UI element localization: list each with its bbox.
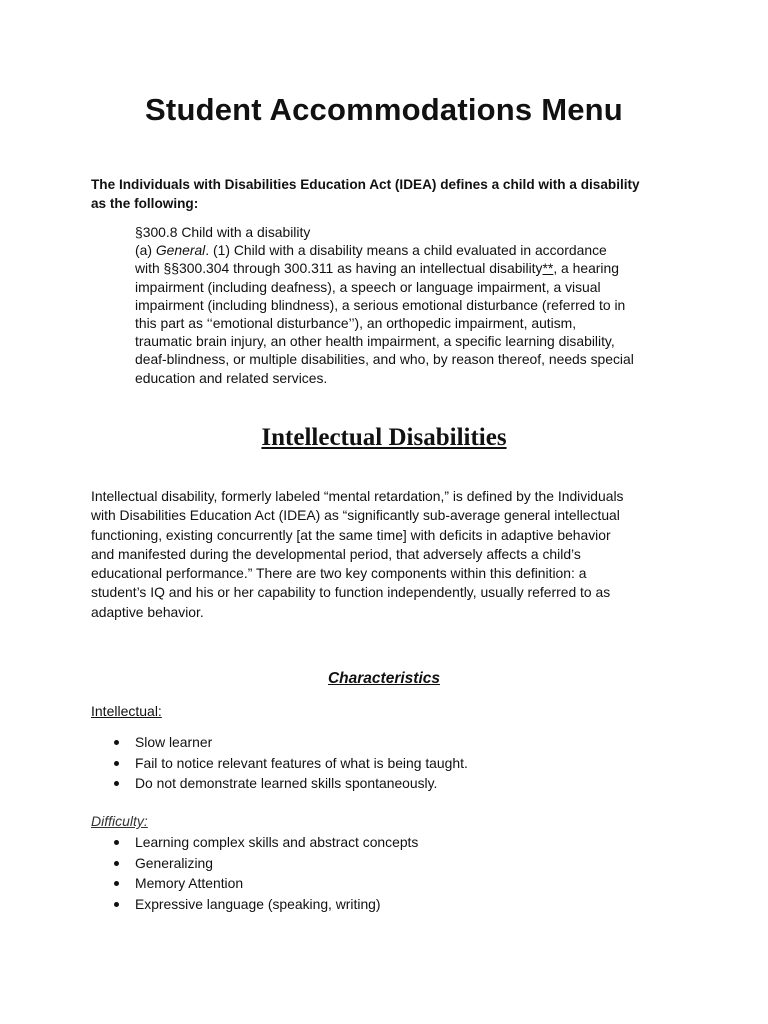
paragraph-line: and manifested during the developmental period, that adversely affects a child’s bbox=[91, 545, 581, 562]
definition-line: deaf-blindness, or multiple disabilities, and who, by reason thereof, needs special bbox=[135, 351, 634, 368]
list-item-text: Slow learner bbox=[135, 734, 213, 750]
definition-line: impairment (including blindness), a serious emotional disturbance (referred to in bbox=[135, 296, 626, 313]
list-item bbox=[112, 753, 468, 774]
paragraph-line: Intellectual disability, formerly labeled “mental retardation,” is defined by the Individuals bbox=[91, 488, 624, 504]
list-item-text: Expressive language (speaking, writing) bbox=[135, 895, 381, 912]
general-term: General bbox=[155, 242, 206, 259]
bullet-icon bbox=[114, 902, 119, 907]
document-title: Student Accommodations Menu bbox=[145, 92, 623, 127]
list-item-text: Generalizing bbox=[135, 854, 213, 871]
bullet-icon bbox=[114, 840, 119, 845]
list-item-text: Learning complex skills and abstract concepts bbox=[135, 834, 419, 850]
paragraph-line: adaptive behavior. bbox=[91, 603, 204, 620]
footnote-marker[interactable]: ** bbox=[542, 260, 554, 277]
characteristics-heading: Characteristics bbox=[327, 670, 440, 687]
definition-line bbox=[135, 259, 683, 277]
definition-line: impairment (including deafness), a speech or language impairment, a visual bbox=[135, 278, 601, 295]
bullet-icon bbox=[114, 761, 119, 766]
list-item-text: Do not demonstrate learned skills spontaneously. bbox=[135, 775, 438, 792]
bullet-icon bbox=[114, 781, 119, 786]
difficulty-list bbox=[112, 832, 418, 914]
list-item-text: Memory Attention bbox=[135, 875, 244, 892]
list-item bbox=[112, 894, 418, 915]
definition-text: . (1) Child with a disability means a child evaluated in accordance bbox=[205, 242, 607, 259]
definition-line: this part as ‘‘emotional disturbance’’), an orthopedic impairment, autism, bbox=[135, 315, 577, 332]
bullet-icon bbox=[114, 861, 119, 866]
section-heading: Intellectual Disabilities bbox=[261, 424, 507, 451]
paragraph-line: educational performance.” There are two key components within this definition: a bbox=[91, 565, 587, 582]
paragraph-line: student’s IQ and his or her capability to function independently, usually referred to as bbox=[91, 584, 611, 601]
bullet-icon bbox=[114, 740, 119, 745]
intellectual-list bbox=[112, 732, 468, 794]
definition-text: , a hearing bbox=[553, 260, 619, 277]
difficulty-label: Difficulty: bbox=[91, 813, 148, 829]
definition-line: §300.8 Child with a disability bbox=[135, 224, 311, 240]
intellectual-label: Intellectual: bbox=[91, 703, 162, 719]
paragraph-line: functioning, existing concurrently [at the same time] with deficits in adaptive behavior bbox=[91, 526, 611, 543]
definition-text: with §§300.304 through 300.311 as having an intellectual disability bbox=[135, 260, 543, 277]
list-item bbox=[112, 873, 418, 894]
list-item bbox=[112, 853, 418, 874]
list-item bbox=[112, 832, 418, 853]
definition-prefix: (a) bbox=[135, 242, 156, 259]
definition-line: education and related services. bbox=[135, 369, 328, 386]
intellectual-disability-paragraph bbox=[91, 487, 691, 622]
definition-line bbox=[135, 241, 683, 259]
bullet-icon bbox=[114, 881, 119, 886]
list-item bbox=[112, 732, 468, 753]
definition-block bbox=[135, 223, 683, 387]
definition-line: traumatic brain injury, an other health impairment, a specific learning disability, bbox=[135, 333, 615, 350]
paragraph-line: with Disabilities Education Act (IDEA) as “significantly sub-average general intellectual bbox=[91, 507, 620, 524]
list-item bbox=[112, 773, 468, 794]
intro-text: The Individuals with Disabilities Education Act (IDEA) defines a child with a disability as the following: bbox=[91, 177, 640, 211]
list-item-text: Fail to notice relevant features of what is being taught. bbox=[135, 754, 468, 771]
